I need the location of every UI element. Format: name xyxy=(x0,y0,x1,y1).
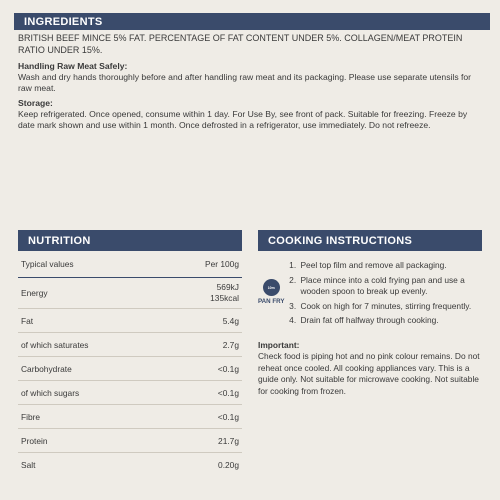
ingredients-panel xyxy=(14,13,490,135)
table-row xyxy=(18,278,242,309)
nutrition-panel xyxy=(18,230,242,476)
row-label: Carbohydrate xyxy=(18,357,163,381)
row-label: of which saturates xyxy=(18,333,163,357)
storage-title: Storage: xyxy=(18,98,53,108)
method-label: PAN FRY xyxy=(258,298,285,305)
energy-kj: 569kJ xyxy=(216,282,239,292)
storage-text: Keep refrigerated. Once opened, consume within 1 day. For Use By, see front of pack. Suitable for freezing. Freeze by date mark shown and use within 1 month. Once defrosted in a refrigerator, use immediately. Do not refreeze. xyxy=(18,109,468,130)
table-row xyxy=(18,381,242,405)
table-row xyxy=(18,405,242,429)
ingredients-header: INGREDIENTS xyxy=(14,13,490,30)
list-item: 3. Cook on high for 7 minutes, stirring frequently. xyxy=(298,301,482,313)
pan-fry-icon: 10m xyxy=(263,279,280,296)
row-label: Fibre xyxy=(18,405,163,429)
row-label: of which sugars xyxy=(18,381,163,405)
important-text: Check food is piping hot and no pink colour remains. Do not reheat once cooled. All cooking appliances vary. This is a guide only. Not suitable for microwave cooking. Not suitable for cooking from frozen. xyxy=(258,351,480,396)
col-value: Per 100g xyxy=(163,251,242,278)
row-value: 0.20g xyxy=(218,459,239,470)
handling-text: Wash and dry hands thoroughly before and after handling raw meat and its packaging. Please use separate utensils for raw meat. xyxy=(18,72,472,93)
row-value: <0.1g xyxy=(163,381,242,405)
list-item: 1. Peel top film and remove all packaging. xyxy=(298,260,482,272)
row-label: Fat xyxy=(18,309,163,333)
row-label: Energy xyxy=(18,278,163,309)
row-label: Protein xyxy=(18,429,163,453)
list-item: 4. Drain fat off halfway through cooking. xyxy=(298,315,482,327)
col-label: Typical values xyxy=(18,251,163,278)
cooking-steps xyxy=(284,260,482,330)
nutrition-header: NUTRITION xyxy=(18,230,242,251)
nutrition-header-row xyxy=(18,251,242,278)
row-value xyxy=(163,278,242,309)
row-label: Salt xyxy=(21,459,36,470)
cooking-panel xyxy=(258,230,482,397)
list-item: 2. Place mince into a cold frying pan and use a wooden spoon to break up evenly. xyxy=(298,275,482,298)
important-section xyxy=(258,340,482,398)
row-value: <0.1g xyxy=(163,357,242,381)
nutrition-table xyxy=(18,251,242,476)
handling-title: Handling Raw Meat Safely: xyxy=(18,61,128,71)
energy-kcal: 135kcal xyxy=(210,293,239,303)
table-row xyxy=(18,309,242,333)
table-row xyxy=(18,333,242,357)
row-value: 2.7g xyxy=(163,333,242,357)
row-value: <0.1g xyxy=(163,405,242,429)
table-row xyxy=(18,429,242,453)
table-row xyxy=(18,357,242,381)
pan-fry-method xyxy=(258,279,284,330)
cooking-header: COOKING INSTRUCTIONS xyxy=(258,230,482,251)
ingredients-text: BRITISH BEEF MINCE 5% FAT. PERCENTAGE OF FAT CONTENT UNDER 5%. COLLAGEN/MEAT PROTEIN RATIO UNDER 15%. xyxy=(18,33,463,55)
important-title: Important: xyxy=(258,339,300,350)
table-row xyxy=(18,453,242,477)
row-value: 5.4g xyxy=(163,309,242,333)
row-value: 21.7g xyxy=(163,429,242,453)
